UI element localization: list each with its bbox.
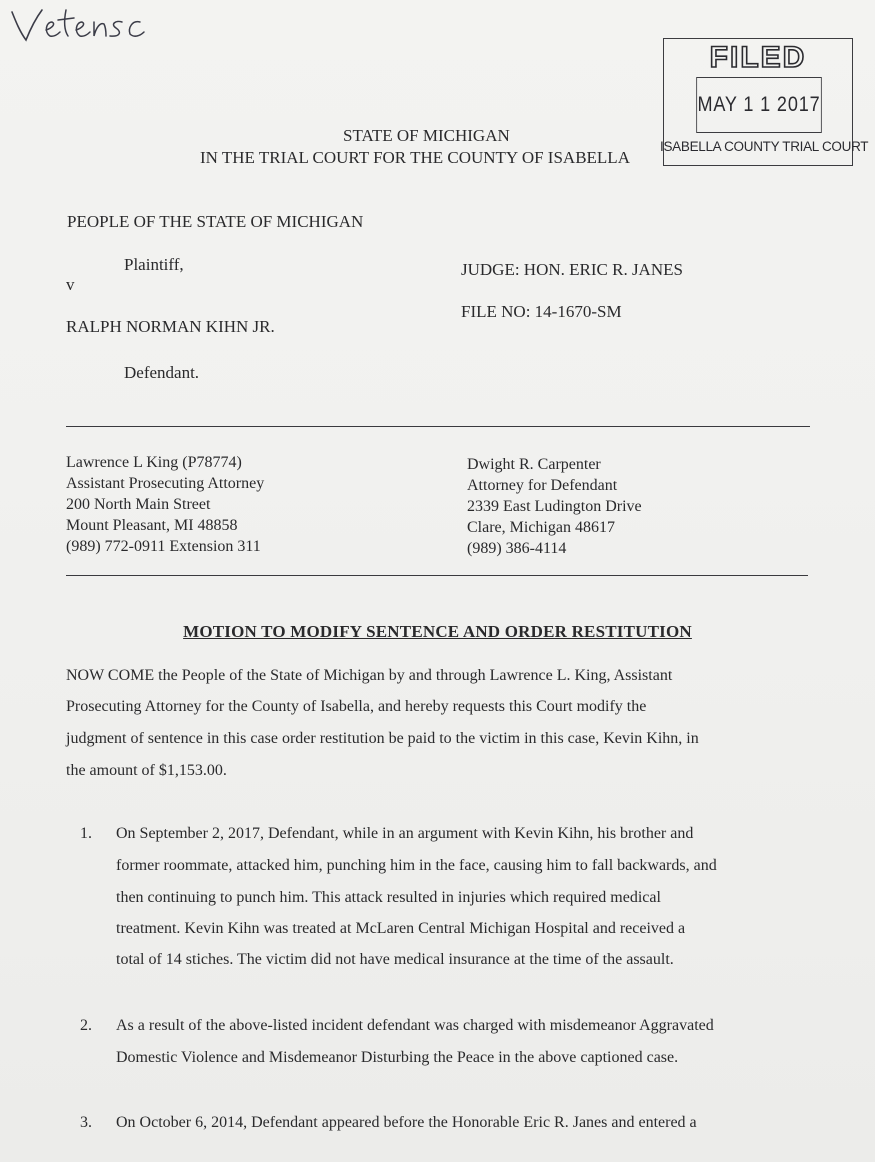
item-line: On October 6, 2014, Defendant appeared before the Honorable Eric R. Janes and entered a <box>116 1114 697 1131</box>
caption-court: IN THE TRIAL COURT FOR THE COUNTY OF ISABELLA <box>200 148 630 167</box>
stamp-court-name: ISABELLA COUNTY TRIAL COURT <box>660 139 869 154</box>
item-line: On September 2, 2017, Defendant, while in an argument with Kevin Kihn, his brother and <box>116 825 694 842</box>
prosecutor-line: Assistant Prosecuting Attorney <box>66 475 265 492</box>
stamp-filed-label: FILED <box>709 41 807 74</box>
defense-line: (989) 386-4114 <box>467 540 567 557</box>
item-line: former roommate, attacked him, punching him in the face, causing him to fall backwards, and <box>116 857 717 874</box>
file-number: FILE NO: 14-1670-SM <box>461 302 622 321</box>
prosecutor-line: Mount Pleasant, MI 48858 <box>66 517 238 534</box>
defendant-name: RALPH NORMAN KIHN JR. <box>66 317 275 336</box>
defense-line: Clare, Michigan 48617 <box>467 519 615 536</box>
prosecutor-line: 200 North Main Street <box>66 496 211 513</box>
prosecutor-line: (989) 772-0911 Extension 311 <box>66 538 261 555</box>
item-number: 2. <box>80 1017 92 1034</box>
stamp-date: MAY 1 1 2017 <box>696 77 822 133</box>
plaintiff-label: Plaintiff, <box>124 255 184 274</box>
item-line: total of 14 stiches. The victim did not have medical insurance at the time of the assault. <box>116 951 674 968</box>
divider-top <box>66 426 810 427</box>
defense-block <box>467 454 642 559</box>
intro-line: Prosecuting Attorney for the County of Isabella, and hereby requests this Court modify the <box>66 698 647 715</box>
defense-line: Attorney for Defendant <box>467 477 618 494</box>
defendant-label: Defendant. <box>124 363 200 382</box>
defense-line: Dwight R. Carpenter <box>467 456 601 473</box>
item-line: treatment. Kevin Kihn was treated at McLaren Central Michigan Hospital and received a <box>116 920 686 937</box>
item-number: 3. <box>80 1114 92 1131</box>
defense-line: 2339 East Ludington Drive <box>467 498 642 515</box>
intro-line: judgment of sentence in this case order restitution be paid to the victim in this case, Kevin Kihn, in <box>66 730 699 747</box>
prosecutor-line: Lawrence L King (P78774) <box>66 454 242 471</box>
item-line: then continuing to punch him. This attack resulted in injuries which required medical <box>116 889 661 906</box>
intro-line: the amount of $1,153.00. <box>66 762 227 779</box>
divider-bottom <box>66 575 808 576</box>
prosecutor-block <box>66 452 264 557</box>
plaintiff-name: PEOPLE OF THE STATE OF MICHIGAN <box>67 212 364 231</box>
judge: JUDGE: HON. ERIC R. JANES <box>461 260 683 279</box>
versus: v <box>66 275 75 294</box>
motion-title: MOTION TO MODIFY SENTENCE AND ORDER RESTITUTION <box>183 622 692 641</box>
item-line: As a result of the above-listed incident defendant was charged with misdemeanor Aggravated <box>116 1017 714 1034</box>
handwritten-note <box>6 4 156 54</box>
item-line: Domestic Violence and Misdemeanor Disturbing the Peace in the above captioned case. <box>116 1049 679 1066</box>
intro-line: NOW COME the People of the State of Michigan by and through Lawrence L. King, Assistant <box>66 667 673 684</box>
caption-state: STATE OF MICHIGAN <box>343 126 510 145</box>
item-number: 1. <box>80 825 92 842</box>
filed-stamp <box>660 38 869 166</box>
